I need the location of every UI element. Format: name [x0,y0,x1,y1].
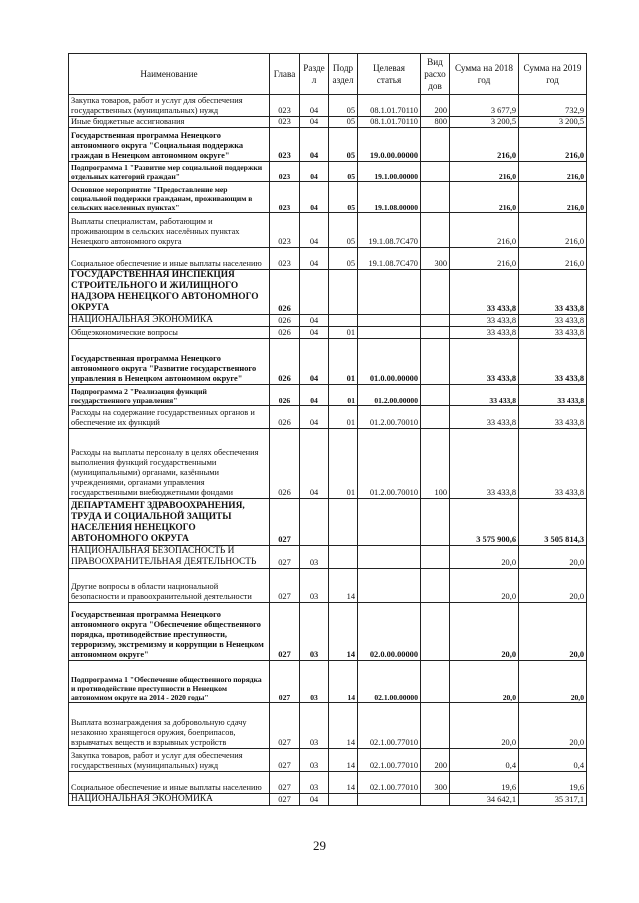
row-sum-2018: 3 677,9 [450,95,519,117]
row-razdel: 04 [300,327,329,339]
row-sum-2019: 216,0 [519,162,587,182]
table-row [69,128,587,162]
row-podrazdel: 14 [329,772,358,794]
row-razdel: 03 [300,661,329,703]
row-vid [421,315,450,327]
header-vid: Вид расхо дов [421,54,450,95]
table-row [69,248,587,270]
row-glava: 027 [270,794,300,806]
row-sum-2019: 216,0 [519,248,587,270]
table-row [69,339,587,385]
row-vid [421,213,450,248]
row-glava: 026 [270,339,300,385]
row-podrazdel: 05 [329,162,358,182]
row-name: Закупка товаров, работ и услуг для обеспечения государственных (муниципальных) нужд [69,95,270,117]
row-name: Социальное обеспечение и иные выплаты населению [69,248,270,270]
row-razdel: 03 [300,772,329,794]
row-article: 19.1.00.00000 [358,162,421,182]
row-razdel [300,499,329,546]
row-sum-2019: 33 433,8 [519,315,587,327]
row-vid [421,327,450,339]
row-article [358,315,421,327]
row-vid [421,499,450,546]
row-sum-2019: 20,0 [519,703,587,749]
row-name: Социальное обеспечение и иные выплаты населению [69,772,270,794]
row-name: Выплаты специалистам, работающим и проживающим в сельских населённых пунктах Ненецкого автономного округа [69,213,270,248]
table-row [69,315,587,327]
row-sum-2019: 216,0 [519,213,587,248]
row-sum-2019: 216,0 [519,128,587,162]
row-article: 01.0.00.00000 [358,339,421,385]
row-sum-2018: 20,0 [450,569,519,603]
row-vid [421,162,450,182]
row-name: НАЦИОНАЛЬНАЯ ЭКОНОМИКА [69,794,270,806]
header-podrazdel: Подр аздел [329,54,358,95]
row-vid [421,546,450,569]
row-sum-2019: 33 433,8 [519,339,587,385]
row-article: 19.1.08.00000 [358,182,421,213]
table-header-row [69,54,587,95]
page-number: 29 [313,838,326,853]
table-row [69,327,587,339]
row-article [358,546,421,569]
row-article: 19.1.08.7С470 [358,248,421,270]
table-row [69,546,587,569]
row-podrazdel [329,499,358,546]
row-podrazdel: 01 [329,406,358,429]
row-sum-2018: 20,0 [450,661,519,703]
row-vid: 200 [421,95,450,117]
row-glava: 026 [270,406,300,429]
row-glava: 023 [270,95,300,117]
row-sum-2018: 33 433,8 [450,315,519,327]
row-razdel: 04 [300,315,329,327]
row-glava: 027 [270,499,300,546]
row-podrazdel: 05 [329,95,358,117]
row-name: Другие вопросы в области национальной безопасности и правоохранительной деятельности [69,569,270,603]
row-sum-2019: 19,6 [519,772,587,794]
row-razdel: 04 [300,213,329,248]
row-article: 02.1.00.77010 [358,772,421,794]
row-vid: 300 [421,248,450,270]
row-vid [421,569,450,603]
row-glava: 027 [270,661,300,703]
row-sum-2018: 34 642,1 [450,794,519,806]
row-sum-2018: 216,0 [450,162,519,182]
row-sum-2018: 33 433,8 [450,385,519,406]
row-razdel: 04 [300,95,329,117]
table-row [69,569,587,603]
row-sum-2019: 20,0 [519,546,587,569]
row-podrazdel: 14 [329,569,358,603]
header-razdel: Разде л [300,54,329,95]
row-glava: 023 [270,117,300,128]
row-podrazdel: 05 [329,117,358,128]
row-name: Основное мероприятие "Предоставление мер социальной поддержки гражданам, проживающим в сельских населенных пунктах" [69,182,270,213]
row-article: 02.0.00.00000 [358,603,421,661]
header-sum-2019: Сумма на 2019 год [519,54,587,95]
table-row [69,794,587,806]
row-glava: 027 [270,772,300,794]
table-row [69,772,587,794]
row-sum-2019: 20,0 [519,569,587,603]
row-vid: 200 [421,749,450,772]
row-glava: 027 [270,603,300,661]
row-razdel: 04 [300,429,329,499]
row-article [358,569,421,603]
table-row [69,749,587,772]
row-razdel: 04 [300,339,329,385]
row-vid [421,385,450,406]
row-razdel: 04 [300,128,329,162]
table-row [69,270,587,315]
row-podrazdel: 01 [329,327,358,339]
row-razdel: 04 [300,182,329,213]
row-sum-2018: 20,0 [450,603,519,661]
row-vid [421,603,450,661]
row-podrazdel [329,270,358,315]
row-podrazdel: 14 [329,661,358,703]
row-sum-2019: 33 433,8 [519,270,587,315]
row-name: Расходы на содержание государственных органов и обеспечение их функций [69,406,270,429]
row-sum-2018: 3 200,5 [450,117,519,128]
row-name: Государственная программа Ненецкого автономного округа "Обеспечение общественного порядка, противодействие преступности, терроризму, экстремизму и коррупции в Ненецком автономном округе" [69,603,270,661]
row-name: ГОСУДАРСТВЕННАЯ ИНСПЕКЦИЯ СТРОИТЕЛЬНОГО И ЖИЛИЩНОГО НАДЗОРА НЕНЕЦКОГО АВТОНОМНОГО ОКРУГА [69,270,270,315]
row-glava: 026 [270,327,300,339]
row-podrazdel [329,315,358,327]
table-row [69,213,587,248]
row-glava: 026 [270,315,300,327]
row-vid [421,270,450,315]
row-article [358,270,421,315]
row-article [358,794,421,806]
row-razdel: 03 [300,546,329,569]
row-article: 19.0.00.00000 [358,128,421,162]
row-sum-2018: 216,0 [450,248,519,270]
row-sum-2019: 0,4 [519,749,587,772]
row-sum-2018: 33 433,8 [450,406,519,429]
row-article: 01.2.00.00000 [358,385,421,406]
row-razdel: 04 [300,406,329,429]
row-razdel: 03 [300,603,329,661]
row-name: Подпрограмма 2 "Реализация функций государственного управления" [69,385,270,406]
row-podrazdel: 05 [329,182,358,213]
row-name: Подпрограмма 1 "Обеспечение общественного порядка и противодействие преступности в Ненецком автономном округе на 2014 - 2020 годы" [69,661,270,703]
row-razdel [300,270,329,315]
table-row [69,385,587,406]
row-vid: 300 [421,772,450,794]
row-sum-2019: 732,9 [519,95,587,117]
row-podrazdel [329,794,358,806]
row-sum-2019: 33 433,8 [519,429,587,499]
row-sum-2018: 216,0 [450,182,519,213]
row-name: Расходы на выплаты персоналу в целях обеспечения выполнения функций государственными (муниципальными) органами, казёнными учреждениями, органами управления государственными внебюджетными фондами [69,429,270,499]
table-row [69,603,587,661]
row-vid: 100 [421,429,450,499]
row-glava: 023 [270,248,300,270]
row-article: 01.2.00.70010 [358,406,421,429]
row-razdel: 03 [300,749,329,772]
row-razdel: 04 [300,117,329,128]
row-article: 01.2.00.70010 [358,429,421,499]
row-glava: 023 [270,128,300,162]
table-row [69,661,587,703]
row-razdel: 04 [300,162,329,182]
row-name: Государственная программа Ненецкого автономного округа "Социальная поддержка граждан в Ненецком автономном округе" [69,128,270,162]
table-row [69,95,587,117]
row-sum-2018: 19,6 [450,772,519,794]
row-article: 02.1.00.00000 [358,661,421,703]
row-article [358,327,421,339]
row-name: НАЦИОНАЛЬНАЯ БЕЗОПАСНОСТЬ И ПРАВООХРАНИТЕЛЬНАЯ ДЕЯТЕЛЬНОСТЬ [69,546,270,569]
row-razdel: 03 [300,569,329,603]
row-sum-2019: 20,0 [519,661,587,703]
row-name: Общеэкономические вопросы [69,327,270,339]
row-podrazdel: 01 [329,429,358,499]
row-sum-2018: 216,0 [450,128,519,162]
row-sum-2018: 3 575 900,6 [450,499,519,546]
row-razdel: 04 [300,794,329,806]
row-sum-2018: 216,0 [450,213,519,248]
row-podrazdel: 14 [329,749,358,772]
budget-table [68,53,587,806]
row-article: 08.1.01.70110 [358,117,421,128]
row-glava: 023 [270,162,300,182]
header-name: Наименование [69,54,270,95]
row-article: 08.1.01.70110 [358,95,421,117]
row-glava: 023 [270,213,300,248]
header-sum-2018: Сумма на 2018 год [450,54,519,95]
row-razdel: 04 [300,248,329,270]
table-row [69,406,587,429]
row-vid [421,128,450,162]
row-sum-2019: 20,0 [519,603,587,661]
row-sum-2018: 20,0 [450,703,519,749]
row-sum-2018: 33 433,8 [450,429,519,499]
row-glava: 027 [270,546,300,569]
row-vid: 800 [421,117,450,128]
row-sum-2019: 33 433,8 [519,385,587,406]
row-razdel: 03 [300,703,329,749]
row-name: Закупка товаров, работ и услуг для обеспечения государственных (муниципальных) нужд [69,749,270,772]
row-name: ДЕПАРТАМЕНТ ЗДРАВООХРАНЕНИЯ, ТРУДА И СОЦИАЛЬНОЙ ЗАЩИТЫ НАСЕЛЕНИЯ НЕНЕЦКОГО АВТОНОМНОГО ОКРУГА [69,499,270,546]
row-glava: 023 [270,182,300,213]
row-podrazdel: 01 [329,339,358,385]
row-sum-2019: 3 200,5 [519,117,587,128]
row-sum-2018: 20,0 [450,546,519,569]
table-row [69,499,587,546]
row-sum-2018: 33 433,8 [450,339,519,385]
row-name: НАЦИОНАЛЬНАЯ ЭКОНОМИКА [69,315,270,327]
table-row [69,117,587,128]
row-podrazdel: 14 [329,703,358,749]
table-row [69,182,587,213]
table-row [69,429,587,499]
row-article [358,499,421,546]
header-article: Целевая статья [358,54,421,95]
row-glava: 026 [270,385,300,406]
row-razdel: 04 [300,385,329,406]
row-glava: 027 [270,749,300,772]
row-podrazdel: 14 [329,603,358,661]
row-name: Подпрограмма 1 "Развитие мер социальной поддержки отдельных категорий граждан" [69,162,270,182]
row-vid [421,339,450,385]
row-glava: 026 [270,270,300,315]
row-article: 19.1.08.7С470 [358,213,421,248]
table-row [69,703,587,749]
row-sum-2018: 33 433,8 [450,270,519,315]
row-podrazdel: 01 [329,385,358,406]
row-vid [421,661,450,703]
row-sum-2019: 33 433,8 [519,406,587,429]
row-podrazdel: 05 [329,128,358,162]
row-sum-2019: 35 317,1 [519,794,587,806]
row-sum-2018: 33 433,8 [450,327,519,339]
row-sum-2019: 33 433,8 [519,327,587,339]
table-row [69,162,587,182]
row-glava: 027 [270,703,300,749]
row-vid [421,406,450,429]
row-vid [421,182,450,213]
row-sum-2019: 216,0 [519,182,587,213]
row-name: Государственная программа Ненецкого автономного округа "Развитие государственного управления в Ненецком автономном округе" [69,339,270,385]
row-article: 02.1.00.77010 [358,749,421,772]
header-glava: Глава [270,54,300,95]
row-vid [421,703,450,749]
row-name: Выплата вознаграждения за добровольную сдачу незаконно хранящегося оружия, боеприпасов, взрывчатых веществ и взрывных устройств [69,703,270,749]
row-podrazdel: 05 [329,248,358,270]
row-podrazdel [329,546,358,569]
row-article: 02.1.00.77010 [358,703,421,749]
row-sum-2019: 3 505 814,3 [519,499,587,546]
row-sum-2018: 0,4 [450,749,519,772]
row-vid [421,794,450,806]
row-glava: 027 [270,569,300,603]
row-glava: 026 [270,429,300,499]
row-podrazdel: 05 [329,213,358,248]
row-name: Иные бюджетные ассигнования [69,117,270,128]
